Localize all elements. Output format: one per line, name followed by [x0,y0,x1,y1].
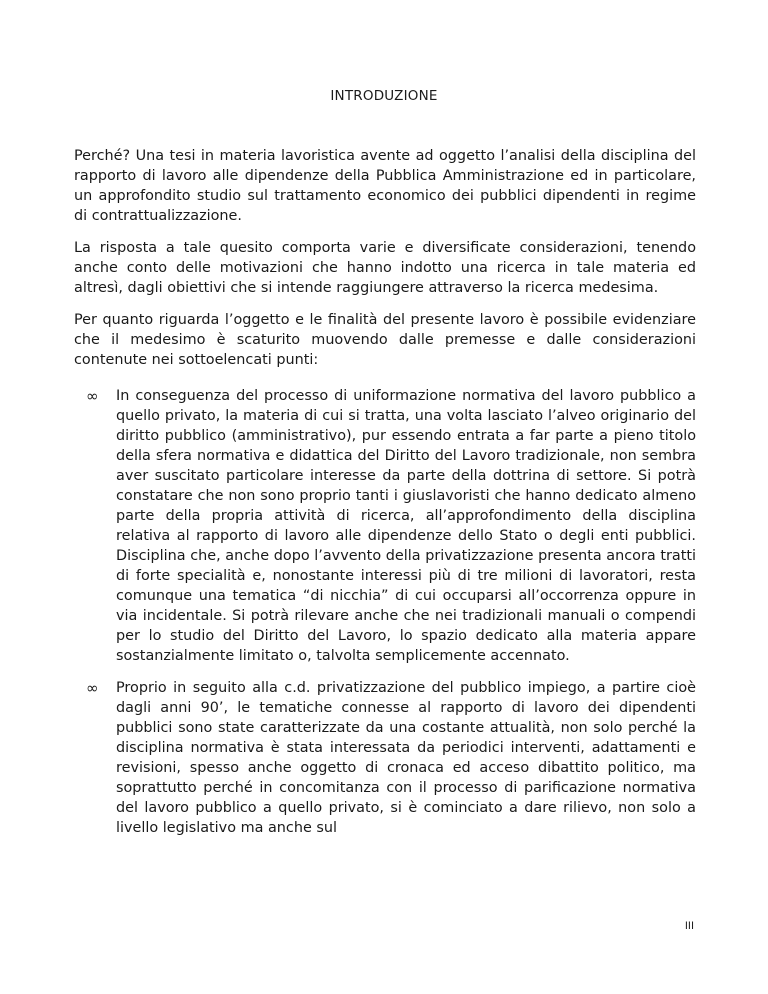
paragraph-1: Perché? Una tesi in materia lavoristica avente ad oggetto l’analisi della disciplina del rapporto di lavoro alle dipendenze della Pubblica Amministrazione ed in particolare, un approfondito studio sul trattamento economico dei pubblici dipendenti in regime di contrattualizzazione. [74,148,696,224]
bullet-list [74,386,696,838]
bullet-point-2 [74,678,696,838]
page-number: III [684,920,694,932]
bullet-point-text: Proprio in seguito alla c.d. privatizzazione del pubblico impiego, a partire cioè dagli anni 90’, le tematiche connesse al rapporto di lavoro dei dipendenti pubblici sono state caratterizzate da una costante attualità, non solo perché la disciplina normativa è stata interessata da periodici interventi, adattamenti e revisioni, spesso anche oggetto di cronaca ed acceso dibattito politico, ma soprattutto perché in concomitanza con il processo di parificazione normativa del lavoro pubblico a quello privato, si è cominciato a dare rilievo, non solo a livello legislativo ma anche sul [116,680,696,836]
infinity-bullet-icon: ∞ [86,679,99,697]
body-text [74,146,696,850]
infinity-bullet-icon: ∞ [86,387,99,405]
paragraph-3: Per quanto riguarda l’oggetto e le finalità del presente lavoro è possibile evidenziare che il medesimo è scaturito muovendo dalle premesse e dalle considerazioni contenute nei sottoelencati punti: [74,312,696,368]
bullet-point-1 [74,386,696,666]
paragraph-2: La risposta a tale quesito comporta varie e diversificate considerazioni, tenendo anche conto delle motivazioni che hanno indotto una ricerca in tale materia ed altresì, dagli obiettivi che si intende raggiungere attraverso la ricerca medesima. [74,240,696,296]
section-heading: INTRODUZIONE [330,88,438,104]
bullet-point-text: In conseguenza del processo di uniformazione normativa del lavoro pubblico a quello privato, la materia di cui si tratta, una volta lasciato l’alveo originario del diritto pubblico (amministrativo), pur essendo entrata a far parte a pieno titolo della sfera normativa e didattica del Diritto del Lavoro tradizionale, non sembra aver suscitato particolare interesse da parte della dottrina di settore. Si potrà constatare che non sono proprio tanti i giuslavoristi che hanno dedicato almeno parte della propria attività di ricerca, all’approfondimento della disciplina relativa al rapporto di lavoro alle dipendenze dello Stato o degli enti pubblici. Disciplina che, anche dopo l’avvento della privatizzazione presenta ancora tratti di forte specialità e, nonostante interessi più di tre milioni di lavoratori, resta comunque una tematica “di nicchia” di cui occuparsi all’occorrenza oppure in via incidentale. Si potrà rilevare anche che nei tradizionali manuali o compendi per lo studio del Diritto del Lavoro, lo spazio dedicato alla materia appare sostanzialmente limitato o, talvolta semplicemente accennato. [116,388,696,664]
